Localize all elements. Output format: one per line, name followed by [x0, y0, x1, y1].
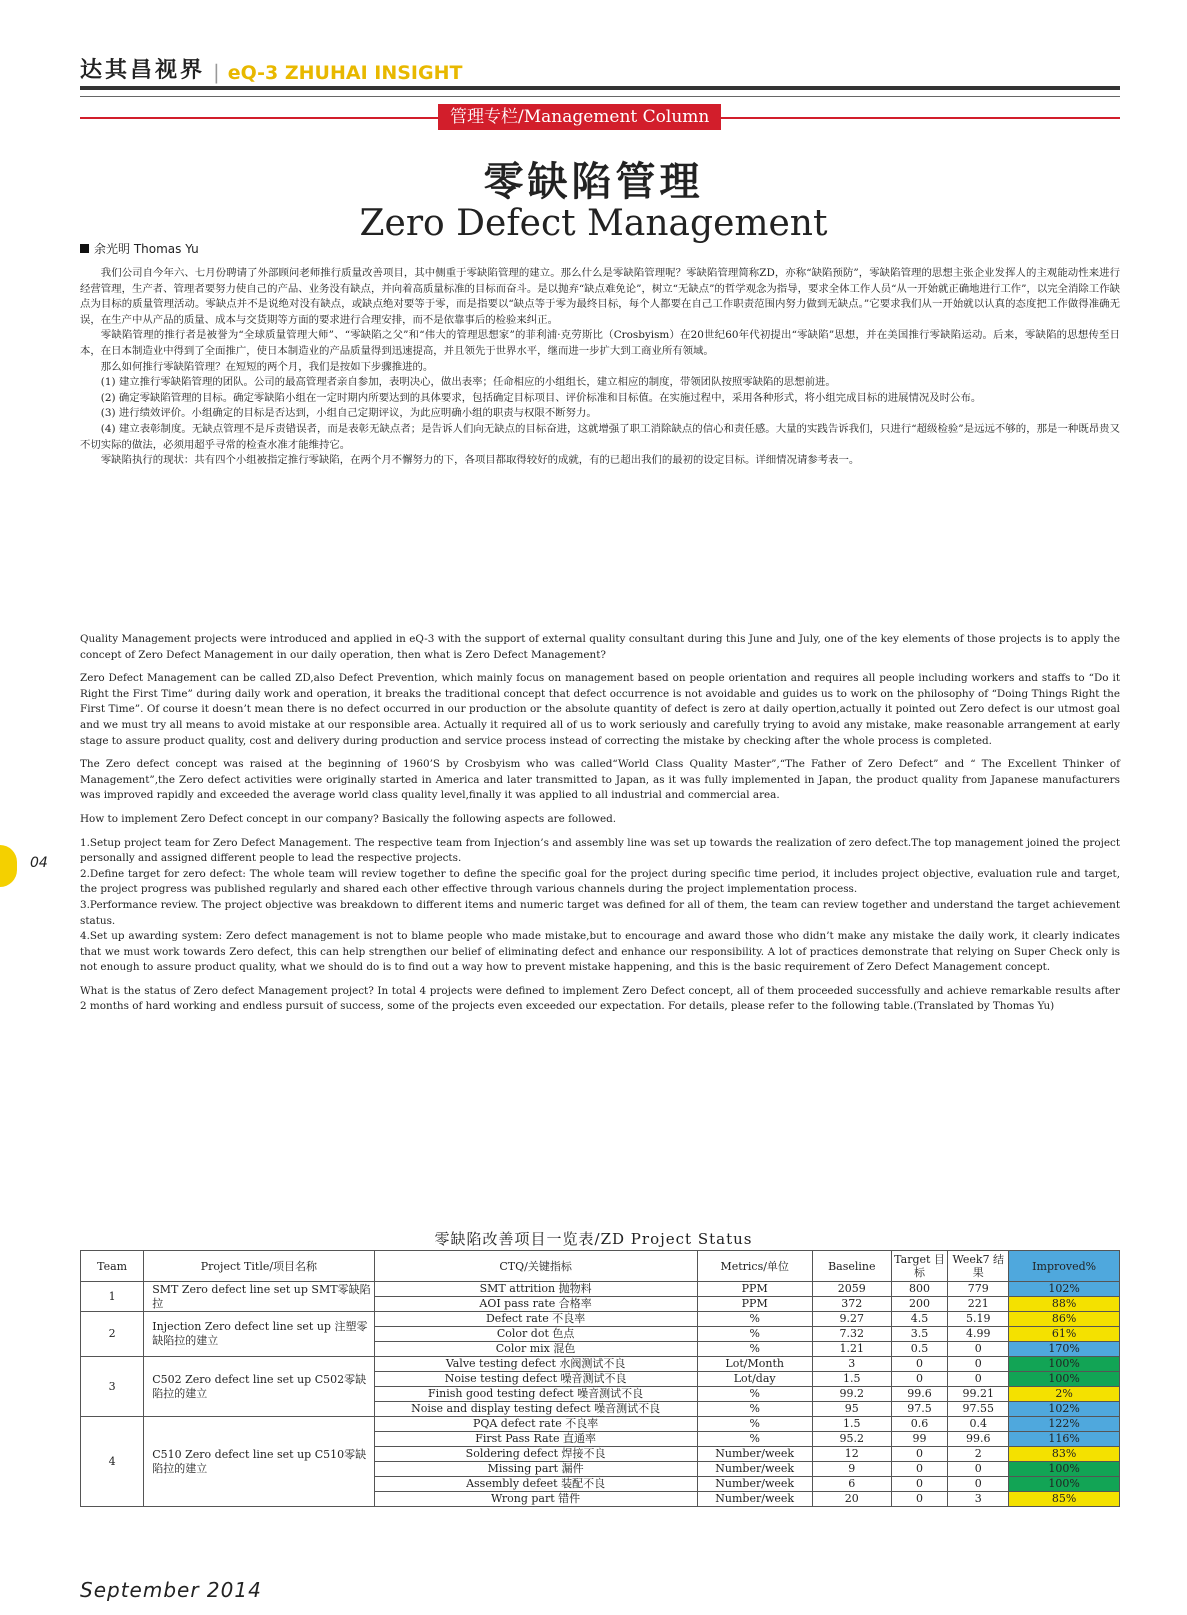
cell-improved: 100%	[1009, 1372, 1120, 1387]
cn-paragraph: (2) 确定零缺陷管理的目标。确定零缺陷小组在一定时期内所要达到的具体要求，包括确定目标项目、评价标准和目标值。在实施过程中，采用各种形式，将小组完成目标的进展情况及时公布。	[100, 391, 982, 404]
cell-target: 3.5	[891, 1327, 947, 1342]
cell-ctq: Color dot 色点	[374, 1327, 697, 1342]
cn-paragraph: 零缺陷管理的推行者是被誉为“全球质量管理大师”、“零缺陷之父”和“伟大的管理思想家”的菲利浦·克劳斯比（Crosbyism）在20世纪60年代初提出“零缺陷”思想，并在美国推行零缺陷运动。后来，零缺陷的思想传至日本，在日本制造业中得到了全面推广，使日本制造业的产品质量得到迅速提高，并且领先于世界水平，继而进一步扩大到工商业所有领域。	[80, 329, 1120, 357]
en-step: 3.Performance review. The project objective was breakdown to different items and numeric target was defined for all of them, the team can review together and understand the target achievement status.	[80, 898, 1120, 927]
cell-improved: 170%	[1009, 1342, 1120, 1357]
cell-baseline: 99.2	[812, 1387, 891, 1402]
cell-ctq: First Pass Rate 直通率	[374, 1432, 697, 1447]
cell-metrics: Number/week	[697, 1462, 812, 1477]
table-row	[81, 1357, 1120, 1372]
cn-paragraph: 那么如何推行零缺陷管理？在短短的两个月，我们是按如下步骤推进的。	[100, 360, 434, 373]
cell-baseline: 372	[812, 1297, 891, 1312]
cell-ctq: SMT attrition 抛物料	[374, 1282, 697, 1297]
table-title: 零缺陷改善项目一览表/ZD Project Status	[434, 1230, 753, 1248]
cell-ctq: Missing part 漏件	[374, 1462, 697, 1477]
cell-metrics: Lot/Month	[697, 1357, 812, 1372]
cell-week7: 4.99	[948, 1327, 1009, 1342]
page-number: 04	[30, 855, 48, 871]
english-body	[80, 632, 1120, 1023]
table-row	[81, 1282, 1120, 1297]
column-tag: 管理专栏/Management Column	[438, 104, 721, 130]
cell-baseline: 1.21	[812, 1342, 891, 1357]
cell-metrics: Lot/day	[697, 1372, 812, 1387]
cell-metrics: %	[697, 1417, 812, 1432]
en-paragraph: The Zero defect concept was raised at the beginning of 1960’S by Crosbyism who was called“World Class Quality Master”,“The Father of Zero Defect” and “ The Excellent Thinker of Management”,the Zero defect activities were originally started in America and later transmitted to Japan, as it was fully implemented in Japan, the product quality from Japanese manufacturers was improved rapidly and exceeded the average world class quality level,finally it was applied to all industrial and commercial area.	[80, 758, 1120, 802]
cell-target: 0	[891, 1477, 947, 1492]
cell-project-title: C510 Zero defect line set up C510零缺陷拉的建立	[144, 1417, 374, 1507]
header-improved: Improved%	[1009, 1251, 1120, 1282]
cell-target: 4.5	[891, 1312, 947, 1327]
cell-ctq: Defect rate 不良率	[374, 1312, 697, 1327]
cell-week7: 2	[948, 1447, 1009, 1462]
cell-improved: 100%	[1009, 1357, 1120, 1372]
en-step: 4.Set up awarding system: Zero defect management is not to blame people who made mistake,but to encourage and award those who didn’t make any mistake the daily work, it clearly indicates that we must work towards Zero defect, this can help strengthen our belief of eliminating defect and enhance our responsibility. A lot of practices demonstrate that relying on Super Check only is not enough to assure product quality, what we should do is to find out a way how to prevent mistake happening, and this is the basic requirement of Zero Defect Management concept.	[80, 930, 1120, 974]
issue-date: September 2014	[80, 1578, 262, 1602]
table-row	[81, 1312, 1120, 1327]
cell-week7: 0	[948, 1372, 1009, 1387]
cell-target: 97.5	[891, 1402, 947, 1417]
cell-project-title: Injection Zero defect line set up 注塑零缺陷拉的建立	[144, 1312, 374, 1357]
cell-week7: 779	[948, 1282, 1009, 1297]
cell-target: 0	[891, 1372, 947, 1387]
cell-baseline: 9.27	[812, 1312, 891, 1327]
cell-improved: 122%	[1009, 1417, 1120, 1432]
cell-ctq: Noise and display testing defect 噪音测试不良	[374, 1402, 697, 1417]
cell-week7: 0.4	[948, 1417, 1009, 1432]
cell-baseline: 12	[812, 1447, 891, 1462]
cell-week7: 0	[948, 1342, 1009, 1357]
cell-metrics: PPM	[697, 1282, 812, 1297]
en-step: 1.Setup project team for Zero Defect Management. The respective team from Injection’s and assembly line was set up towards the realization of zero defect.The top management joined the project personally and assigned different people to lead the respective projects.	[80, 836, 1120, 865]
en-paragraph: Quality Management projects were introduced and applied in eQ-3 with the support of external quality consultant during this June and July, one of the key elements of those projects is to apply the concept of Zero Defect Management in our daily operation, then what is Zero Defect Management?	[80, 633, 1120, 661]
cell-metrics: %	[697, 1402, 812, 1417]
cell-baseline: 95	[812, 1402, 891, 1417]
header-target: Target 目标	[891, 1251, 947, 1282]
cell-target: 0	[891, 1357, 947, 1372]
author-bullet-icon	[80, 244, 89, 253]
cell-metrics: %	[697, 1312, 812, 1327]
cell-baseline: 95.2	[812, 1432, 891, 1447]
header-baseline: Baseline	[812, 1251, 891, 1282]
header-ctq: CTQ/关键指标	[374, 1251, 697, 1282]
cell-week7: 221	[948, 1297, 1009, 1312]
cell-target: 99	[891, 1432, 947, 1447]
cell-team: 4	[81, 1417, 144, 1507]
cell-week7: 0	[948, 1477, 1009, 1492]
cell-project-title: C502 Zero defect line set up C502零缺陷拉的建立	[144, 1357, 374, 1417]
cell-team: 3	[81, 1357, 144, 1417]
cell-baseline: 20	[812, 1492, 891, 1507]
cell-week7: 0	[948, 1462, 1009, 1477]
en-step: 2.Define target for zero defect: The whole team will review together to define the specific goal for the project during specific time period, it includes project objective, evaluation rule and target, the project progress was published regularly and shared each other effective through various channels during the project implementation process.	[80, 867, 1120, 896]
cell-improved: 85%	[1009, 1492, 1120, 1507]
cell-baseline: 9	[812, 1462, 891, 1477]
author-name: 余光明 Thomas Yu	[94, 242, 199, 256]
cell-baseline: 3	[812, 1357, 891, 1372]
cell-target: 99.6	[891, 1387, 947, 1402]
cell-ctq: Wrong part 错件	[374, 1492, 697, 1507]
cn-paragraph: 零缺陷执行的现状：共有四个小组被指定推行零缺陷，在两个月不懈努力的下，各项目都取得较好的成就，有的已超出我们的最初的设定目标。详细情况请参考表一。	[100, 454, 860, 467]
cn-paragraph: (3) 进行绩效评价。小组确定的目标是否达到，小组自己定期评议，为此应明确小组的职责与权限不断努力。	[100, 407, 597, 420]
cell-improved: 102%	[1009, 1402, 1120, 1417]
cell-improved: 2%	[1009, 1387, 1120, 1402]
cell-metrics: Number/week	[697, 1447, 812, 1462]
cell-target: 800	[891, 1282, 947, 1297]
cell-improved: 102%	[1009, 1282, 1120, 1297]
cn-paragraph: (1) 建立推行零缺陷管理的团队。公司的最高管理者亲自参加，表明决心，做出表率；任命相应的小组组长，建立相应的制度，带领团队按照零缺陷的思想前进。	[100, 376, 836, 389]
header-rule-thick	[80, 86, 1120, 90]
cell-baseline: 6	[812, 1477, 891, 1492]
cell-improved: 88%	[1009, 1297, 1120, 1312]
cn-paragraph: (4) 建立表彰制度。无缺点管理不是斥责错误者，而是表彰无缺点者；是告诉人们向无缺点的目标奋进，这就增强了职工消除缺点的信心和责任感。大量的实践告诉我们，只进行“超级检验”是远远不够的，那是一种既昂贵又不切实际的做法，必须用超乎寻常的检查水准才能维持它。	[80, 422, 1120, 451]
cell-ctq: Color mix 混色	[374, 1342, 697, 1357]
cell-target: 0	[891, 1462, 947, 1477]
page-tab-marker	[0, 845, 17, 887]
cell-metrics: Number/week	[697, 1492, 812, 1507]
cell-metrics: %	[697, 1432, 812, 1447]
en-paragraph: How to implement Zero Defect concept in our company? Basically the following aspects are followed.	[80, 812, 617, 825]
author-line	[80, 240, 199, 257]
cell-improved: 100%	[1009, 1462, 1120, 1477]
cell-baseline: 1.5	[812, 1372, 891, 1387]
cell-baseline: 7.32	[812, 1327, 891, 1342]
article-title-chinese: 零缺陷管理	[483, 158, 704, 205]
table-header-row	[81, 1251, 1120, 1282]
cell-target: 0	[891, 1492, 947, 1507]
cell-target: 0.6	[891, 1417, 947, 1432]
cell-ctq: Valve testing defect 水阀测试不良	[374, 1357, 697, 1372]
cell-team: 2	[81, 1312, 144, 1357]
header-rule-thin	[80, 96, 1120, 97]
cell-target: 0	[891, 1447, 947, 1462]
cell-baseline: 2059	[812, 1282, 891, 1297]
cell-improved: 83%	[1009, 1447, 1120, 1462]
cell-metrics: Number/week	[697, 1477, 812, 1492]
cell-baseline: 1.5	[812, 1417, 891, 1432]
cell-metrics: %	[697, 1327, 812, 1342]
cell-target: 200	[891, 1297, 947, 1312]
cell-week7: 3	[948, 1492, 1009, 1507]
cell-project-title: SMT Zero defect line set up SMT零缺陷拉	[144, 1282, 374, 1312]
header-team: Team	[81, 1251, 144, 1282]
cell-improved: 61%	[1009, 1327, 1120, 1342]
header-project: Project Title/项目名称	[144, 1251, 374, 1282]
cell-metrics: %	[697, 1342, 812, 1357]
article-title-english: Zero Defect Management	[359, 203, 828, 244]
cell-ctq: Soldering defect 焊接不良	[374, 1447, 697, 1462]
brand-english: eQ-3 ZHUHAI INSIGHT	[227, 62, 463, 84]
cell-team: 1	[81, 1282, 144, 1312]
cell-metrics: %	[697, 1387, 812, 1402]
cell-ctq: AOI pass rate 合格率	[374, 1297, 697, 1312]
zd-project-status-table	[80, 1250, 1120, 1507]
table-row	[81, 1417, 1120, 1432]
cell-ctq: Finish good testing defect 噪音测试不良	[374, 1387, 697, 1402]
en-paragraph: Zero Defect Management can be called ZD,also Defect Prevention, which mainly focus on management based on people orientation and requires all people including workers and staffs to “Do it Right the First Time” during daily work and operation, it breaks the traditional concept that defect occurrence is not avoidable and guides us to work on the philosophy of “Doing Things Right the First Time”. Of course it doesn’t mean there is no defect occurred in our production or the absolute quantity of defect is zero at daily opertion,actually it pointed out Zero defect is our utmost goal and we must try all means to avoid mistake at our responsible area. Actually it required all of us to work seriously and carefully trying to avoid any mistake, make reasonable arrangement at early stage to assure product quality, cost and delivery during production and service process instead of correcting the mistake by checking after the whole process is completed.	[80, 672, 1120, 747]
magazine-header	[80, 52, 1120, 84]
cell-ctq: Assembly defeet 装配不良	[374, 1477, 697, 1492]
en-closing: What is the status of Zero defect Management project? In total 4 projects were defined to implement Zero Defect concept, all of them proceeded successfully and achieve remarkable results after 2 months of hard working and endless pursuit of success, some of the projects even exceeded our expectation. For details, please refer to the following table.(Translated by Thomas Yu)	[80, 984, 1120, 1013]
cell-improved: 100%	[1009, 1477, 1120, 1492]
cell-target: 0.5	[891, 1342, 947, 1357]
chinese-body	[80, 266, 1120, 469]
cell-improved: 116%	[1009, 1432, 1120, 1447]
cell-week7: 99.21	[948, 1387, 1009, 1402]
cn-paragraph: 我们公司自今年六、七月份聘请了外部顾问老师推行质量改善项目，其中侧重于零缺陷管理的建立。那么什么是零缺陷管理呢？零缺陷管理简称ZD，亦称“缺陷预防”，零缺陷管理的思想主张企业发挥人的主观能动性来进行经营管理，生产者、管理者要努力使自己的产品、业务没有缺点，并向着高质量标准的目标而奋斗。是以抛弃“缺点难免论”，树立“无缺点”的哲学观念为指导，要求全体工作人员“从一开始就正确地进行工作”，以完全消除工作缺点为目标的质量管理活动。零缺点并不是说绝对没有缺点，或缺点绝对要等于零，而是指要以“缺点等于零为最终目标，每个人都要在自己工作职责范围内努力做到无缺点。”它要求我们从一开始就以认真的态度把工作做得准确无误，在生产中从产品的质量、成本与交货期等方面的要求进行合理安排，而不是依靠事后的检验来纠正。	[80, 267, 1120, 326]
cell-improved: 86%	[1009, 1312, 1120, 1327]
brand-separator: |	[213, 60, 220, 84]
cell-ctq: PQA defect rate 不良率	[374, 1417, 697, 1432]
cell-ctq: Noise testing defect 噪音测试不良	[374, 1372, 697, 1387]
cell-week7: 0	[948, 1357, 1009, 1372]
header-metrics: Metrics/单位	[697, 1251, 812, 1282]
brand-chinese: 达其昌视界	[80, 57, 206, 83]
cell-week7: 5.19	[948, 1312, 1009, 1327]
cell-week7: 97.55	[948, 1402, 1009, 1417]
cell-metrics: PPM	[697, 1297, 812, 1312]
cell-week7: 99.6	[948, 1432, 1009, 1447]
header-week7: Week7 结果	[948, 1251, 1009, 1282]
